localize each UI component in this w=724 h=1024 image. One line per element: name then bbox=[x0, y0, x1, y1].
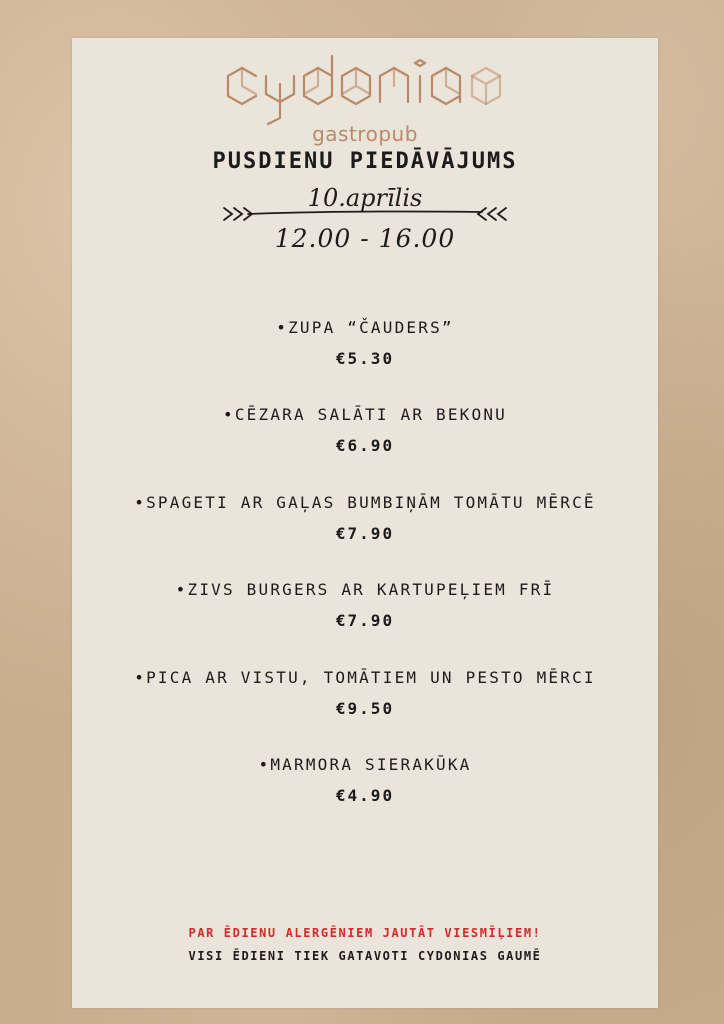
item-name: •ZUPA “ČAUDERS” bbox=[276, 318, 454, 337]
item-name: •MARMORA SIERAKŪKA bbox=[258, 754, 472, 774]
list-item bbox=[72, 753, 658, 840]
item-name: •ZIVS BURGERS AR KARTUPEĻIEM FRĪ bbox=[175, 580, 555, 600]
item-name: •CĒZARA SALĀTI AR BEKONU bbox=[223, 405, 507, 425]
list-item bbox=[72, 666, 658, 753]
menu-date: 10.aprīlis bbox=[307, 184, 423, 212]
allergen-note: PAR ĒDIENU ALERGĒNIEM JAUTĀT VIESMĪĻIEM! bbox=[188, 926, 542, 940]
list-item bbox=[72, 578, 658, 665]
list-item bbox=[72, 316, 658, 403]
menu-list bbox=[72, 316, 658, 840]
cooking-note: VISI ĒDIENI TIEK GATAVOTI CYDONIAS GAUMĒ bbox=[188, 949, 542, 963]
list-item bbox=[72, 491, 658, 578]
serving-hours: 12.00 - 16.00 bbox=[274, 224, 456, 253]
item-name: •SPAGETI AR GAĻAS BUMBIŅĀM TOMĀTU MĒRCĒ bbox=[134, 492, 596, 512]
cydonia-logo bbox=[220, 46, 510, 151]
item-price: €6.90 bbox=[335, 436, 395, 456]
item-name: •PICA AR VISTU, TOMĀTIEM UN PESTO MĒRCI bbox=[134, 667, 596, 687]
item-price: €4.90 bbox=[335, 785, 395, 805]
logo-tagline: gastropub bbox=[312, 122, 418, 146]
item-price: €7.90 bbox=[335, 611, 395, 631]
menu-card bbox=[72, 38, 658, 1008]
arrow-divider-icon bbox=[220, 200, 510, 226]
item-price: €9.50 bbox=[335, 698, 395, 718]
item-price: €7.90 bbox=[335, 523, 395, 543]
list-item bbox=[72, 403, 658, 490]
item-price: €5.30 bbox=[335, 349, 395, 368]
page-title: PUSDIENU PIEDĀVĀJUMS bbox=[212, 149, 518, 174]
